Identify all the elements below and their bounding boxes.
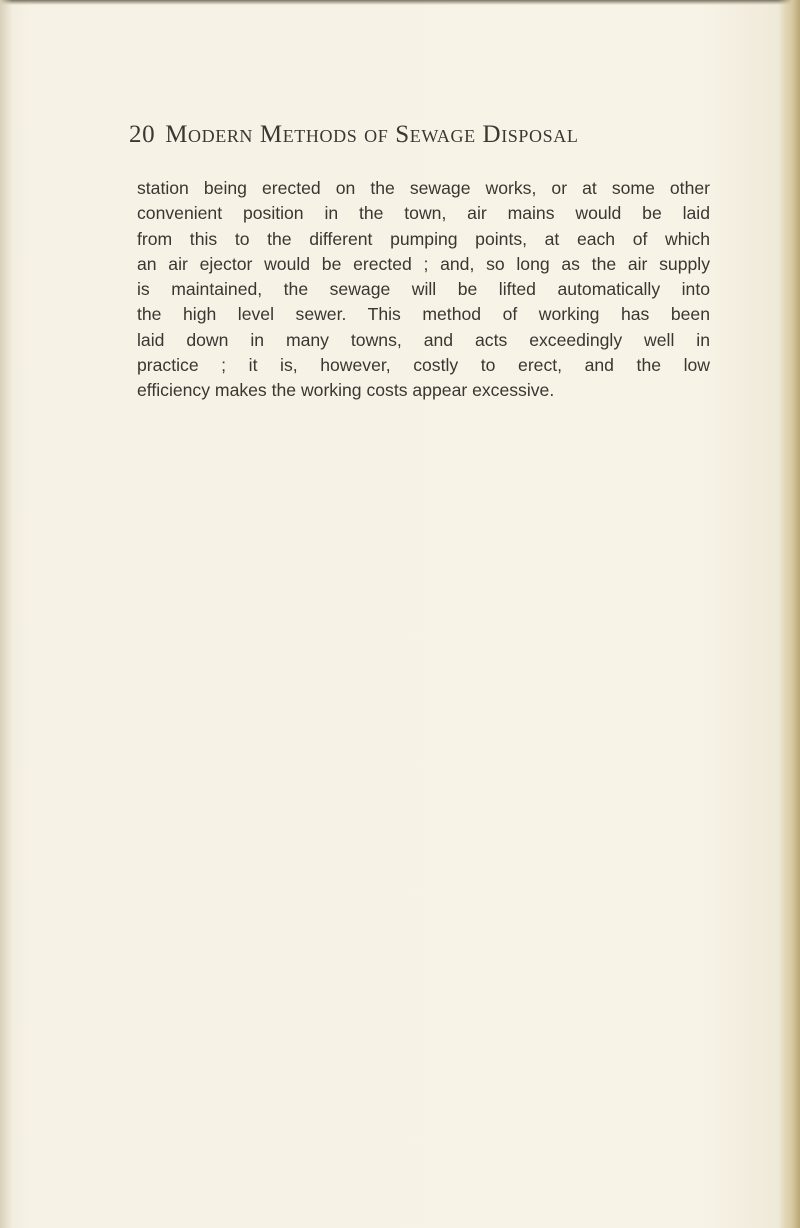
text-line: practice ; it is, however, costly to erect, and the low (137, 355, 710, 376)
text-line: the high level sewer. This method of working has been (137, 304, 710, 325)
text-line: is maintained, the sewage will be lifted automatically into (137, 279, 710, 300)
page-right-edge (778, 0, 800, 1228)
text-line: convenient position in the town, air mains would be laid (137, 203, 710, 224)
text-line: an air ejector would be erected ; and, so long as the air supply (137, 253, 710, 274)
text-line: efficiency makes the working costs appear excessive. (137, 380, 555, 401)
text-line: station being erected on the sewage works, or at some other (137, 178, 710, 198)
running-title: Modern Methods of Sewage Disposal (165, 121, 579, 148)
page-number: 20 (129, 121, 156, 148)
text-line: laid down in many towns, and acts exceedingly well in (137, 329, 710, 350)
body-paragraph (137, 176, 710, 404)
running-header (129, 121, 689, 149)
page-top-edge (0, 0, 800, 5)
text-line: from this to the different pumping points, at each of which (137, 228, 710, 249)
page-left-edge (0, 0, 12, 1228)
